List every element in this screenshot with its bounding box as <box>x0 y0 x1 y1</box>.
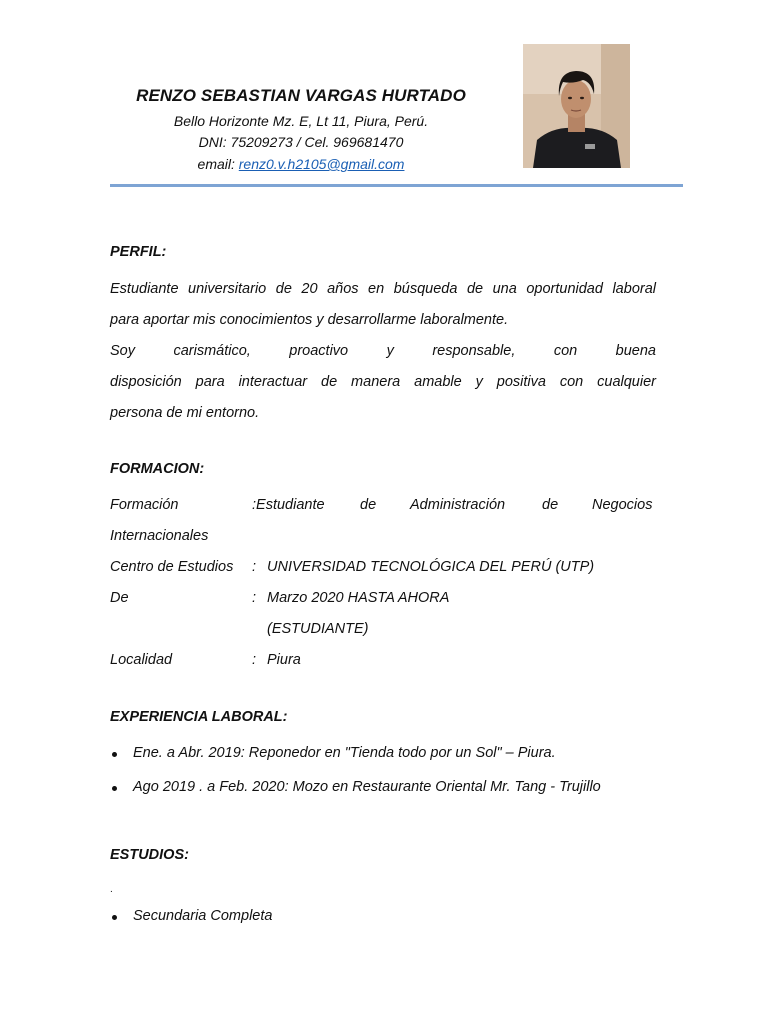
address-line: Bello Horizonte Mz. E, Lt 11, Piura, Perú. <box>173 113 429 129</box>
formacion-value-word: Administración <box>410 497 506 513</box>
header-divider <box>110 184 683 187</box>
id-phone-line: DNI: 75209273 / Cel. 969681470 <box>198 134 404 150</box>
estudios-item-text: Secundaria Completa <box>133 908 273 924</box>
experiencia-heading: EXPERIENCIA LABORAL: <box>110 709 288 725</box>
formacion-row-de <box>110 590 656 610</box>
email-label: email: <box>197 156 239 172</box>
perfil-line: Soy carismático, proactivo y responsable, con buena <box>110 343 656 359</box>
localidad-colon: : <box>252 652 257 668</box>
formacion-label: Formación <box>110 497 179 513</box>
formacion-value-word: de <box>360 497 377 513</box>
centro-value: UNIVERSIDAD TECNOLÓGICA DEL PERÚ (UTP) <box>267 559 595 575</box>
perfil-line: para aportar mis conocimientos y desarrollarme laboralmente. <box>110 312 509 328</box>
bullet-icon <box>112 752 117 757</box>
de-value: Marzo 2020 HASTA AHORA <box>267 590 450 606</box>
perfil-line: disposición para interactuar de manera amable y positiva con cualquier <box>110 374 656 390</box>
perfil-heading: PERFIL: <box>110 244 167 260</box>
experiencia-item-text: Ene. a Abr. 2019: Reponedor en "Tienda todo por un Sol" – Piura. <box>133 745 556 761</box>
formacion-value-word: Negocios <box>592 497 653 513</box>
formacion-value-word: :Estudiante <box>252 497 325 513</box>
email-line <box>110 156 492 172</box>
de-colon: : <box>252 590 257 606</box>
profile-photo <box>523 44 630 168</box>
bullet-icon <box>112 786 117 791</box>
formacion-continuation: Internacionales <box>110 528 209 544</box>
centro-label: Centro de Estudios <box>110 559 234 575</box>
bullet-icon <box>112 915 117 920</box>
centro-colon: : <box>252 559 257 575</box>
formacion-heading: FORMACION: <box>110 461 205 477</box>
candidate-name: RENZO SEBASTIAN VARGAS HURTADO <box>136 86 466 105</box>
perfil-line: Estudiante universitario de 20 años en búsqueda de una oportunidad laboral <box>110 281 656 297</box>
localidad-value: Piura <box>267 652 301 668</box>
estudios-heading: ESTUDIOS: <box>110 847 189 863</box>
stray-marker: . <box>110 884 113 895</box>
profile-photo-image <box>523 44 630 168</box>
experiencia-item-text: Ago 2019 . a Feb. 2020: Mozo en Restaurante Oriental Mr. Tang - Trujillo <box>133 779 601 795</box>
formacion-row-de-cont <box>110 621 656 641</box>
formacion-row-centro <box>110 559 656 579</box>
de-label: De <box>110 590 129 606</box>
formacion-value-word: de <box>542 497 559 513</box>
formacion-row-localidad <box>110 652 656 672</box>
perfil-line: persona de mi entorno. <box>110 405 260 421</box>
de-value-continuation: (ESTUDIANTE) <box>267 621 369 637</box>
localidad-label: Localidad <box>110 652 173 668</box>
email-link[interactable]: renz0.v.h2105@gmail.com <box>238 156 405 172</box>
formacion-row-formacion <box>110 497 656 517</box>
